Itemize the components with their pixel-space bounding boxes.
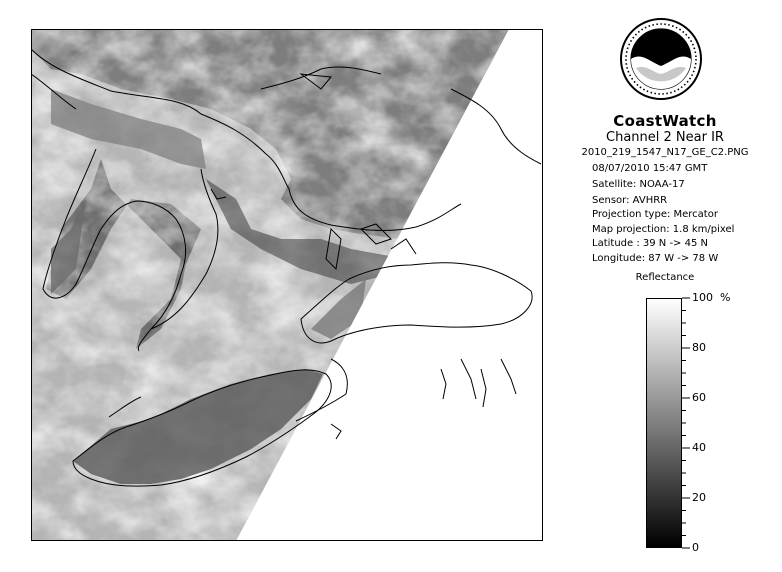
- legend-title: Reflectance: [635, 272, 695, 283]
- legend-tick-label: 40: [692, 441, 706, 454]
- legend-tick-marks: [646, 294, 746, 554]
- longitude-label: Longitude: 87 W -> 78 W: [592, 253, 719, 264]
- satellite-label: Satellite: NOAA-17: [592, 179, 685, 190]
- channel-label: Channel 2 Near IR: [606, 130, 724, 145]
- legend-tick-label: 80: [692, 341, 706, 354]
- legend-tick-label: 0: [692, 541, 699, 554]
- projection-type-label: Projection type: Mercator: [592, 209, 718, 220]
- datetime-label: 08/07/2010 15:47 GMT: [592, 163, 708, 174]
- legend-tick-label: 20: [692, 491, 706, 504]
- legend-tick-label: 60: [692, 391, 706, 404]
- latitude-label: Latitude : 39 N -> 45 N: [592, 238, 708, 249]
- legend-unit: %: [720, 291, 731, 304]
- satellite-image: [31, 29, 543, 541]
- map-projection-label: Map projection: 1.8 km/pixel: [592, 224, 735, 235]
- noaa-logo-icon: [618, 16, 704, 110]
- app-title: CoastWatch: [613, 112, 717, 130]
- sensor-label: Sensor: AVHRR: [592, 195, 668, 206]
- legend-tick-label: 100: [692, 291, 713, 304]
- filename-label: 2010_219_1547_N17_GE_C2.PNG: [581, 147, 749, 158]
